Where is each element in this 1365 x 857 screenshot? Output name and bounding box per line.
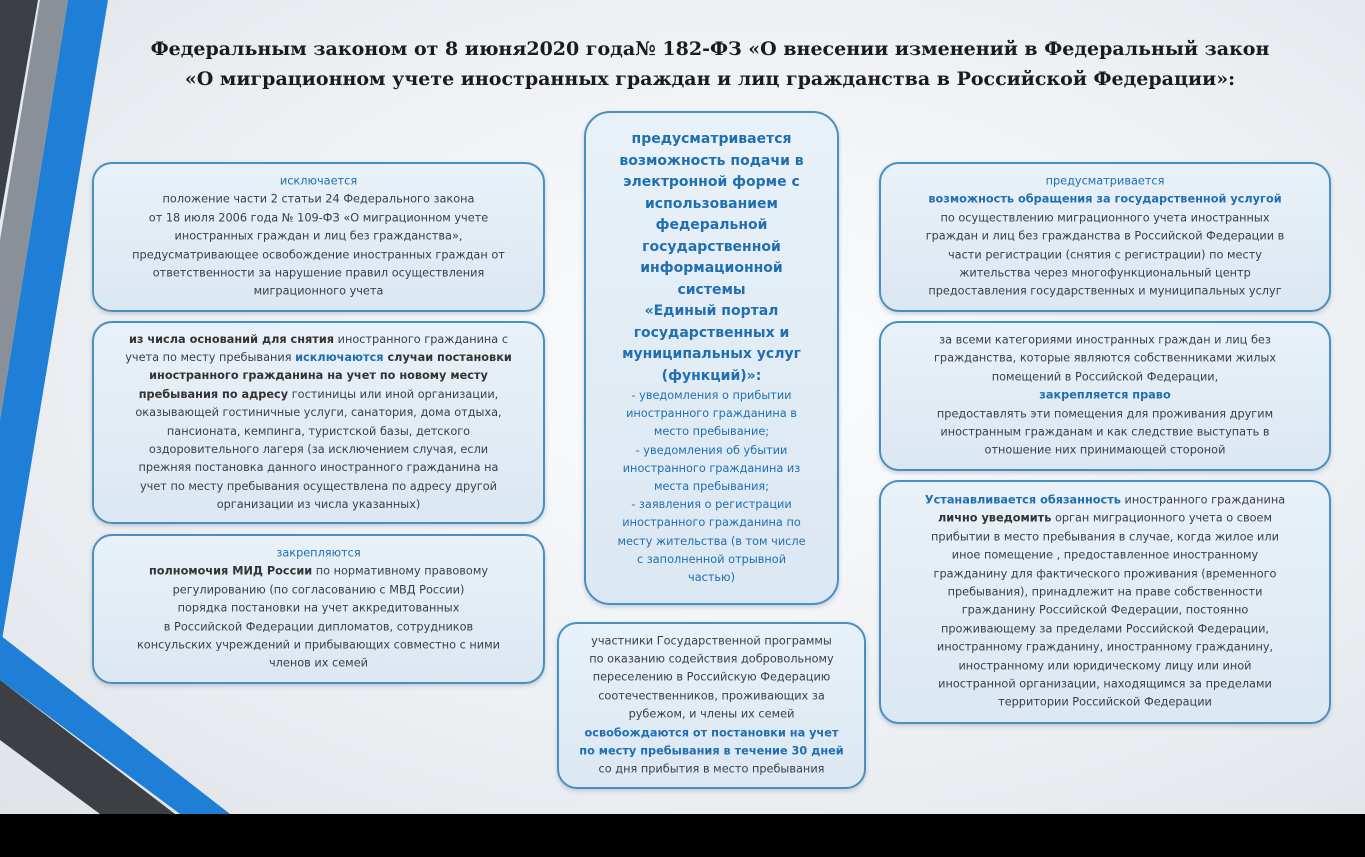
text-line: порядка постановки на учет аккредитованных [177, 601, 460, 615]
text: иностранного гражданина с [334, 332, 509, 346]
box-resettlement-participants [557, 622, 866, 789]
text-line: гражданину Российской Федерации, постоянно [961, 604, 1249, 617]
text-line [108, 386, 529, 404]
text-line: оказывающей гостиничные услуги, санатория, дома отдыха, [135, 406, 502, 420]
list-line: место пребывание; [653, 425, 770, 439]
text-line: регулированию (по согласованию с МВД России) [172, 583, 465, 597]
head-line: (функций)»: [661, 367, 762, 384]
text-line: пансионата, кемпинга, туристской базы, детского [166, 424, 471, 438]
bold-text: из числа оснований для снятия [128, 332, 335, 346]
box-owner-right [879, 321, 1331, 471]
text-line: за всеми категориями иностранных граждан и лиц без [939, 333, 1271, 347]
head-line: информационной [640, 259, 783, 276]
text-line: иное помещение , предоставленное иностранному [951, 548, 1259, 562]
box-electronic-filing [584, 111, 839, 605]
bold-text: лично уведомить [938, 511, 1052, 525]
text-line: пребывания), принадлежит на праве собственности [947, 585, 1263, 599]
highlight-line: по месту пребывания в течение 30 дней [579, 744, 844, 758]
head-line: использованием [645, 195, 778, 212]
box-heading: предусматривается [1045, 174, 1165, 188]
bold-text: полномочия МИД России [148, 564, 313, 578]
text-line: со дня прибытия в место пребывания [598, 762, 825, 776]
text-line: проживающему за пределами Российской Федерации, [940, 622, 1270, 636]
list-line: - уведомления о прибытии [631, 388, 792, 402]
text-line: по осуществлению миграционного учета иностранных [940, 211, 1270, 225]
text-line: от 18 июля 2006 года № 109-ФЗ «О миграционном учете [148, 211, 489, 225]
text-line: переселению в Российскую Федерацию [592, 670, 831, 684]
text-line: по оказанию содействия добровольному [589, 652, 834, 666]
list-line: месту жительства (в том числе [617, 534, 806, 548]
head-line: государственной [642, 238, 781, 255]
dark-stripe-bottom [0, 680, 175, 814]
text-line: граждан и лиц без гражданства в Российской Федерации в [925, 229, 1285, 243]
text-line: соотечественников, проживающих за [598, 689, 825, 703]
highlight-line: освобождаются от постановки на учет [584, 725, 839, 739]
text-line: иностранным гражданам и как следствие выступать в [940, 425, 1270, 439]
text-line: иностранных граждан и лиц без гражданства», [174, 229, 463, 243]
text-line: иностранному гражданину, иностранному гражданину, [936, 640, 1274, 654]
text-line [108, 563, 529, 581]
box-excluded-provision [92, 162, 545, 312]
text: гостиницы или иной организации, [288, 387, 499, 401]
page-title-line2: «О миграционном учете иностранных граждан и лиц гражданства в Российской Федерации»: [184, 68, 1236, 90]
text-line: отношение них принимающей стороной [984, 444, 1226, 458]
list-line: с заполненной отрывной [636, 552, 787, 566]
text-line: членов их семей [269, 657, 368, 671]
text-line: гражданину для фактического проживания (временного [933, 567, 1277, 581]
head-line: возможность подачи в [619, 152, 804, 169]
text-line: помещений в Российской Федерации, [991, 370, 1219, 384]
text-line: иностранного гражданина на учет по новому месту [149, 369, 488, 383]
bold-text: пребывания по адресу [138, 387, 289, 401]
head-line: предусматривается [631, 130, 792, 147]
highlight-line: закрепляется право [1039, 388, 1171, 402]
head-line: муниципальных услуг [622, 345, 801, 362]
text: орган миграционного учета о своем [1051, 511, 1272, 525]
text-line [895, 492, 1315, 510]
box-deregistration-grounds [92, 321, 545, 524]
text-line: гражданства, которые являются собственниками жилых [933, 351, 1277, 365]
text-line: консульских учреждений и прибывающих совместно с ними [136, 638, 501, 652]
text-line: жительства через многофункциональный центр [959, 266, 1251, 280]
page-title-line1: Федеральным законом от 8 июня2020 года№ 182-ФЗ «О внесении изменений в Федеральный закон [150, 38, 1270, 60]
box-subheading: возможность обращения за государственной услугой [928, 192, 1282, 206]
box-heading: закрепляются [276, 546, 361, 560]
list-line: места пребывания; [653, 479, 770, 493]
text-line: миграционного учета [253, 285, 384, 299]
bold-text: случаи постановки [383, 350, 512, 364]
text-line [108, 349, 529, 367]
text: иностранного гражданина [1120, 493, 1286, 507]
text-line: части регистрации (снятия с регистрации) по месту [948, 248, 1262, 262]
text-line: иностранной организации, находящимся за пределами [938, 677, 1272, 691]
text-line: ответственности за нарушение правил осуществления [152, 266, 485, 280]
text-line: предоставлять эти помещения для проживания другим [936, 407, 1274, 421]
text-line: предусматривающее освобождение иностранных граждан от [132, 248, 505, 262]
text-line: организации из числа указанных) [216, 498, 421, 512]
text-line: в Российской Федерации дипломатов, сотрудников [163, 620, 474, 634]
box-heading: исключается [279, 174, 358, 188]
text-line: иностранному или юридическому лицу или иной [958, 659, 1252, 673]
box-personal-notification-duty [879, 480, 1331, 724]
text-line: учет по месту пребывания осуществлена по адресу другой [139, 479, 497, 493]
list-line: иностранного гражданина из [622, 461, 801, 475]
box-mfc-registration [879, 162, 1331, 312]
head-line: федеральной [655, 216, 768, 233]
list-line: частью) [688, 570, 735, 584]
text-line: предоставления государственных и муниципальных услуг [928, 285, 1282, 299]
list-line: - заявления о регистрации [631, 498, 792, 512]
text-line [108, 330, 529, 348]
text-line [895, 510, 1315, 528]
highlight-text: Устанавливается обязанность [924, 493, 1121, 507]
list-line: иностранного гражданина в [626, 407, 797, 421]
text: учета по месту пребывания [125, 350, 296, 364]
text-line: территории Российской Федерации [998, 696, 1212, 710]
head-line: электронной форме с [623, 173, 800, 190]
list-line: - уведомления об убытии [635, 443, 788, 457]
list-line: иностранного гражданина по [622, 516, 801, 530]
head-line: «Единый портал [644, 302, 779, 319]
head-line: государственных и [633, 324, 790, 341]
head-line: системы [677, 281, 746, 298]
box-mfa-powers [92, 534, 545, 684]
text-line: прежняя постановка данного иностранного гражданина на [138, 461, 499, 475]
text-line: рубежом, и члены их семей [628, 707, 795, 721]
highlight-text: исключаются [295, 350, 384, 364]
text-line: участники Государственной программы [591, 633, 832, 647]
text: по нормативному правовому [312, 564, 489, 578]
text-line: оздоровительного лагеря (за исключением случая, если [148, 442, 489, 456]
text-line: положение части 2 статьи 24 Федерального закона [162, 192, 475, 206]
text-line: прибытии в место пребывания в случае, когда жилое или [931, 530, 1279, 544]
